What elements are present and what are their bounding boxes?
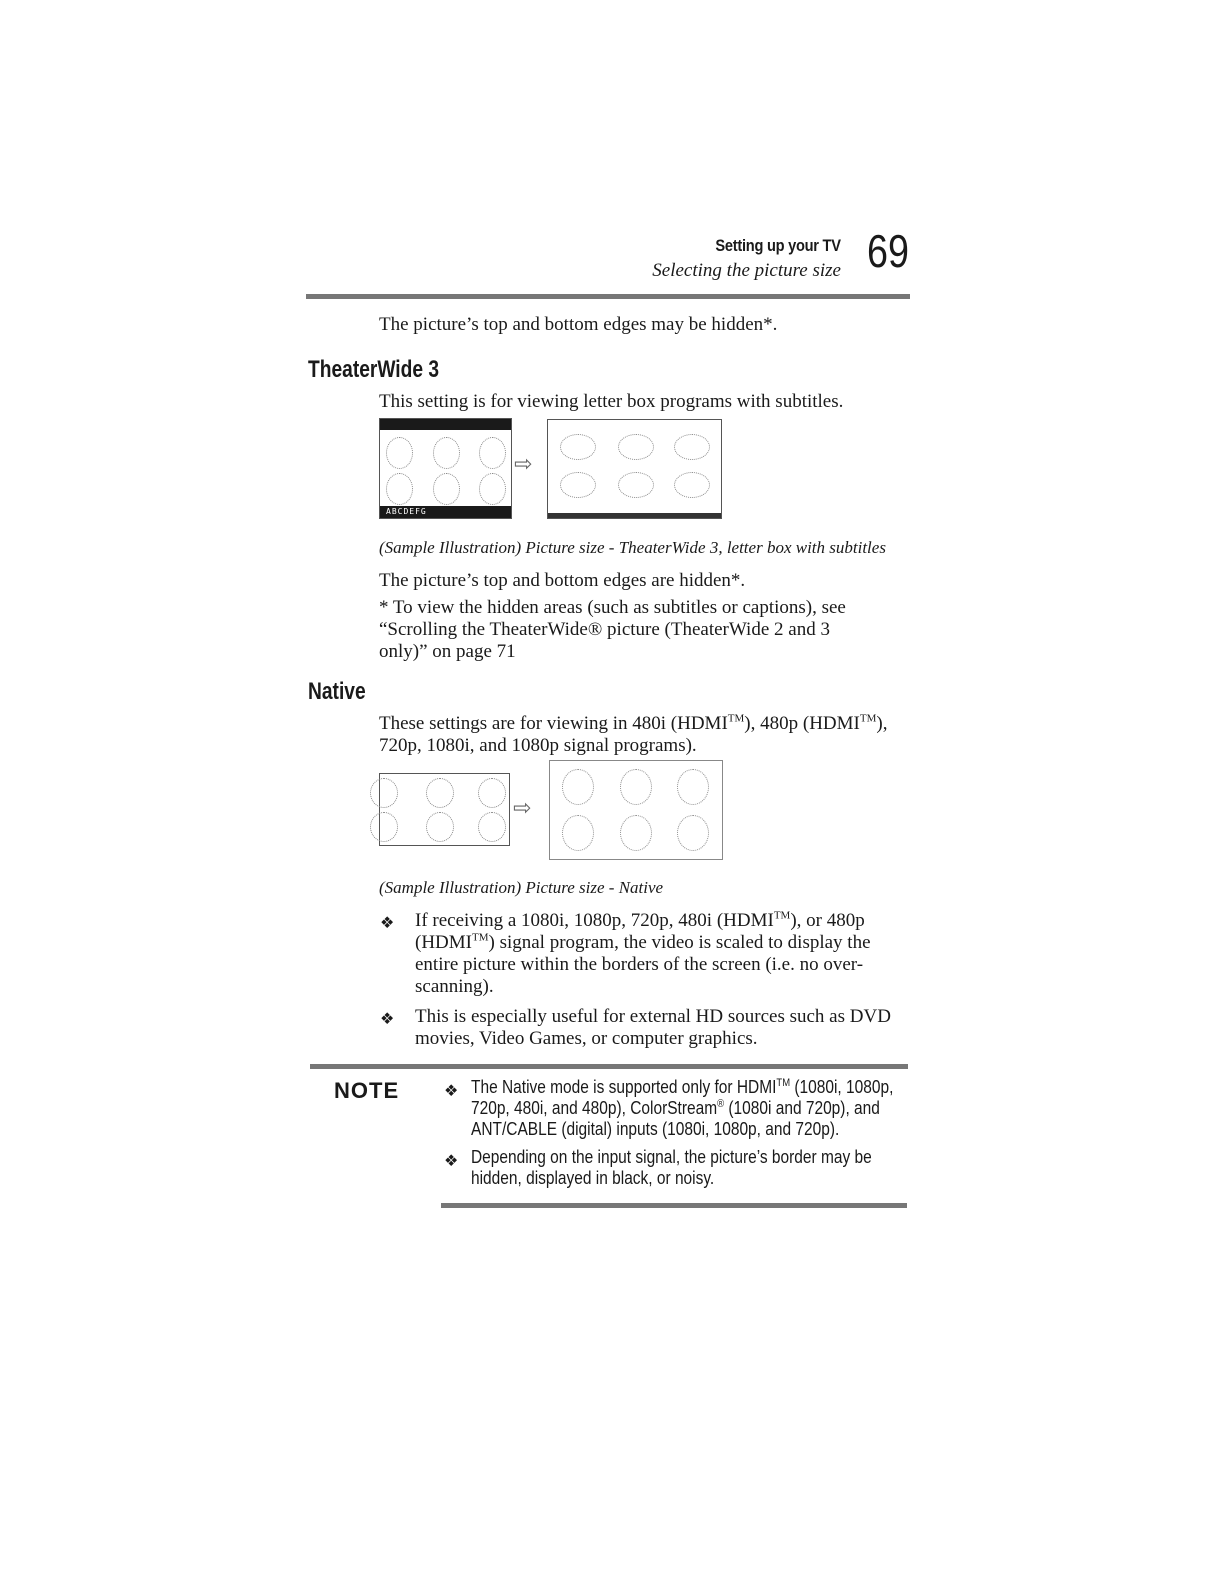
theaterwide3-footnote: * To view the hidden areas (such as subtitles or captions), see “Scrolling the TheaterWide® picture (TheaterWide 2 and 3 only)” on page 71 xyxy=(379,597,846,662)
note-label: NOTE xyxy=(334,1078,400,1103)
running-header-subsection: Selecting the picture size xyxy=(652,260,841,281)
source-screen xyxy=(379,773,510,846)
theaterwide3-heading: TheaterWide 3 xyxy=(308,356,440,383)
bullet-icon: ❖ xyxy=(444,1081,459,1100)
bullet-icon: ❖ xyxy=(444,1151,459,1170)
theaterwide3-hidden-note: The picture’s top and bottom edges are hidden*. xyxy=(379,570,746,591)
native-illustration xyxy=(379,760,724,860)
arrow-icon: ⇨ xyxy=(513,796,532,821)
theaterwide3-caption: (Sample Illustration) Picture size - TheaterWide 3, letter box with subtitles xyxy=(379,538,886,557)
result-screen xyxy=(547,419,722,519)
running-header-section: Setting up your TV xyxy=(715,236,841,255)
native-bullet-1: If receiving a 1080i, 1080p, 720p, 480i (HDMI™), or 480p (HDMI™) signal program, the video is scaled to display the entire picture within the borders of the screen (i.e. no over-scanning). xyxy=(415,909,871,997)
intro-text: The picture’s top and bottom edges may be hidden*. xyxy=(379,314,778,335)
subtitle-text: ABCDEFG xyxy=(386,507,427,516)
theaterwide3-illustration xyxy=(379,418,724,520)
native-caption: (Sample Illustration) Picture size - Native xyxy=(379,878,664,897)
page-number: 69 xyxy=(867,225,909,277)
note-item-2: Depending on the input signal, the picture’s border may be hidden, displayed in black, or noisy. xyxy=(471,1147,872,1188)
native-heading: Native xyxy=(308,678,366,705)
arrow-icon: ⇨ xyxy=(514,452,533,477)
result-screen xyxy=(549,760,723,860)
native-description: These settings are for viewing in 480i (HDMI™), 480p (HDMI™), 720p, 1080i, and 1080p signal programs). xyxy=(379,712,888,756)
native-bullet-2: This is especially useful for external HD sources such as DVD movies, Video Games, or computer graphics. xyxy=(415,1006,891,1049)
bullet-icon: ❖ xyxy=(380,913,395,932)
source-screen xyxy=(379,418,512,519)
theaterwide3-description: This setting is for viewing letter box programs with subtitles. xyxy=(379,391,844,412)
note-bottom-rule xyxy=(441,1203,907,1208)
bullet-icon: ❖ xyxy=(380,1009,395,1028)
note-top-rule xyxy=(310,1064,908,1069)
note-item-1: The Native mode is supported only for HDMI™ (1080i, 1080p, 720p, 480i, and 480p), ColorStream® (1080i and 720p), and ANT/CABLE (digital) inputs (1080i, 1080p, and 720p). xyxy=(471,1077,894,1139)
header-rule xyxy=(306,294,910,299)
